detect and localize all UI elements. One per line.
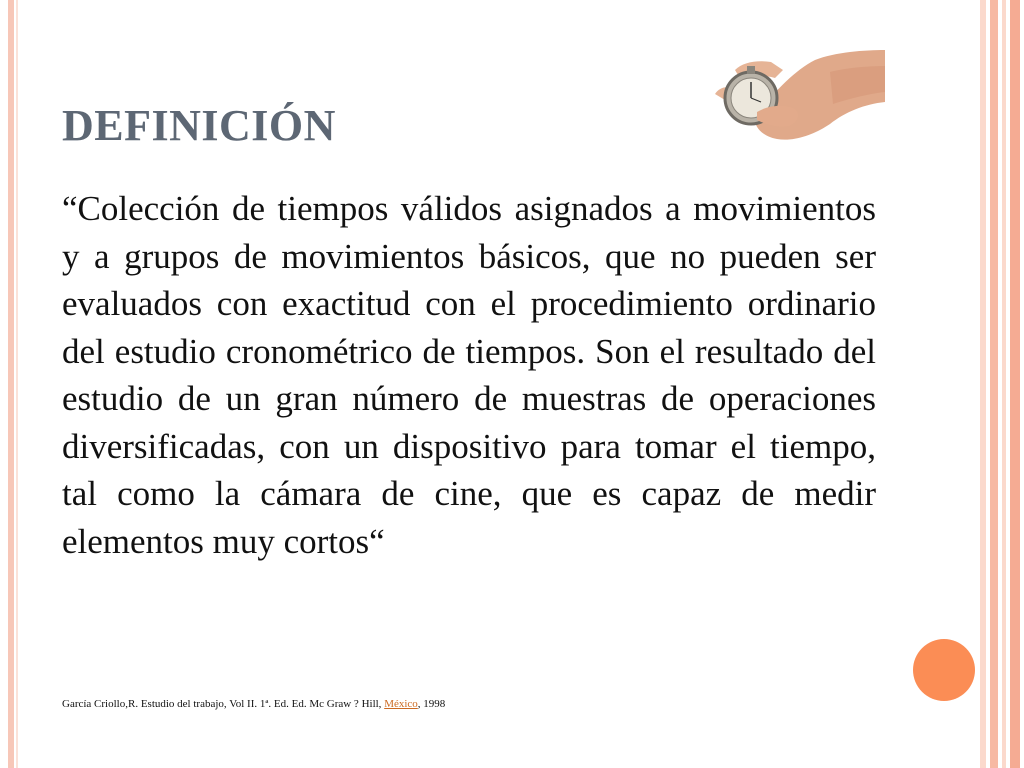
definition-text: “Colección de tiempos válidos asignados a movimientos y a grupos de movimientos básicos, que no pueden ser evaluados con exactitud con el procedimiento ordinario del estudio cronométrico de tiempos. Son el resultado del estudio de un gran número de muestras de operaciones diversificadas, con un dispositivo para tomar el tiempo, tal como la cámara de cine, que es capaz de medir elementos muy cortos“: [62, 189, 876, 561]
right-decorative-stripes: [980, 0, 1024, 768]
left-decorative-rule-thin: [16, 0, 18, 768]
decorative-orange-circle: [913, 639, 975, 701]
citation: [62, 698, 445, 710]
left-decorative-rule: [8, 0, 14, 768]
citation-link-mexico[interactable]: México: [384, 698, 418, 710]
citation-prefix: García Criollo,R. Estudio del trabajo, Vol II. 1ª. Ed. Ed. Mc Graw ? Hill,: [62, 698, 385, 710]
citation-suffix: , 1998: [417, 698, 446, 710]
slide-title: DEFINICIÓN: [62, 101, 336, 150]
stopwatch-in-hand-icon: [695, 42, 885, 147]
